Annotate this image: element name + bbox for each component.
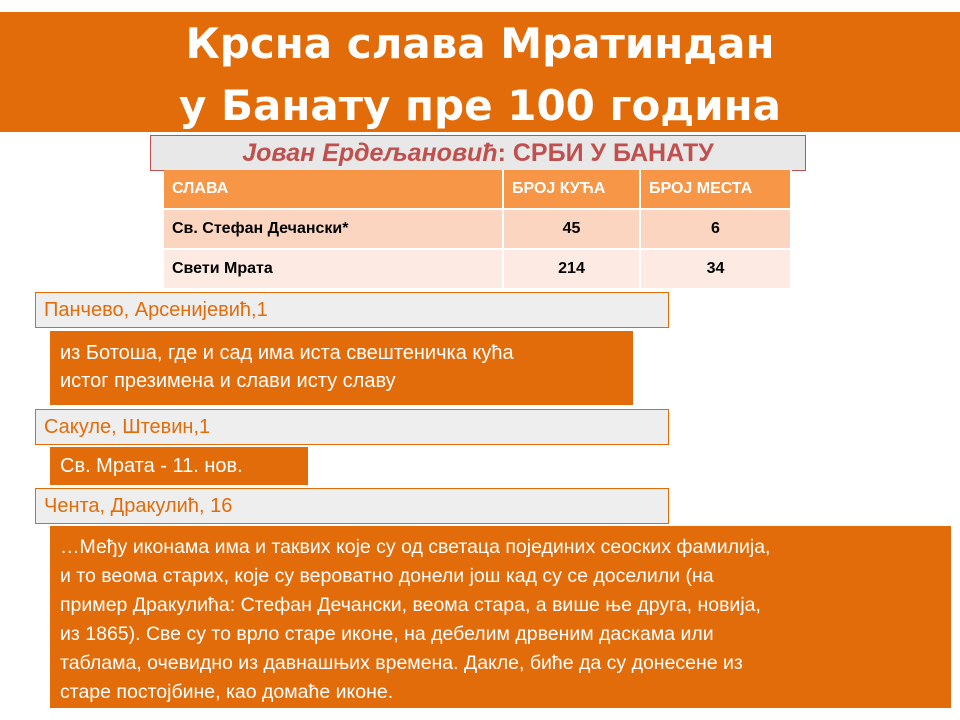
table-row bbox=[164, 248, 792, 288]
entry-note-pancevo bbox=[50, 331, 633, 405]
table-cell-places: 6 bbox=[641, 208, 792, 248]
entry-place-centa: Чента, Дракулић, 16 bbox=[35, 488, 669, 524]
subtitle-author: Јован Ердељановић bbox=[242, 139, 498, 167]
column-header-slava: СЛАВА bbox=[164, 170, 504, 208]
note-line: из 1865). Све су то врло старе иконе, на дебелим дрвеним даскама или bbox=[60, 623, 714, 645]
note-line: и то веома старих, које су вероватно донели још кад су се доселили (на bbox=[60, 565, 714, 587]
table-cell-slava: Свети Мрата bbox=[164, 248, 504, 288]
note-line: старе постојбине, као домаће иконе. bbox=[60, 681, 394, 703]
entry-note-centa bbox=[50, 526, 951, 708]
title-line-1: Крсна слава Мратиндан bbox=[185, 19, 775, 68]
table-cell-places: 34 bbox=[641, 248, 792, 288]
column-header-houses: БРОЈ КУЋА bbox=[504, 170, 641, 208]
table-cell-houses: 214 bbox=[504, 248, 641, 288]
title-line-2: у Банату пре 100 година bbox=[178, 81, 782, 130]
note-line: таблама, очевидно из давнашњих времена. Дакле, биће да су донесене из bbox=[60, 652, 743, 674]
subtitle-work: : СРБИ У БАНАТУ bbox=[497, 139, 714, 167]
slava-table bbox=[164, 170, 792, 288]
note-line: Св. Мрата - 11. нов. bbox=[60, 455, 243, 477]
column-header-places: БРОЈ МЕСТА bbox=[641, 170, 792, 208]
subtitle-box bbox=[150, 135, 806, 171]
entry-place-pancevo: Панчево, Арсенијевић,1 bbox=[35, 292, 669, 328]
note-line: …Међу иконама има и таквих које су од светаца појединих сеоских фамилија, bbox=[60, 536, 771, 558]
table-cell-slava: Св. Стефан Дечански* bbox=[164, 208, 504, 248]
table-cell-houses: 45 bbox=[504, 208, 641, 248]
note-line: из Ботоша, где и сад има иста свештеничка кућа bbox=[60, 342, 514, 364]
entry-note-sakule bbox=[50, 447, 308, 485]
table-row bbox=[164, 208, 792, 248]
note-line: пример Дракулића: Стефан Дечански, веома стара, а више ње друга, новија, bbox=[60, 594, 761, 616]
note-line: истог презимена и слави исту славу bbox=[60, 370, 396, 392]
entry-place-sakule: Сакуле, Штевин,1 bbox=[35, 409, 669, 445]
table-header-row bbox=[164, 170, 792, 208]
